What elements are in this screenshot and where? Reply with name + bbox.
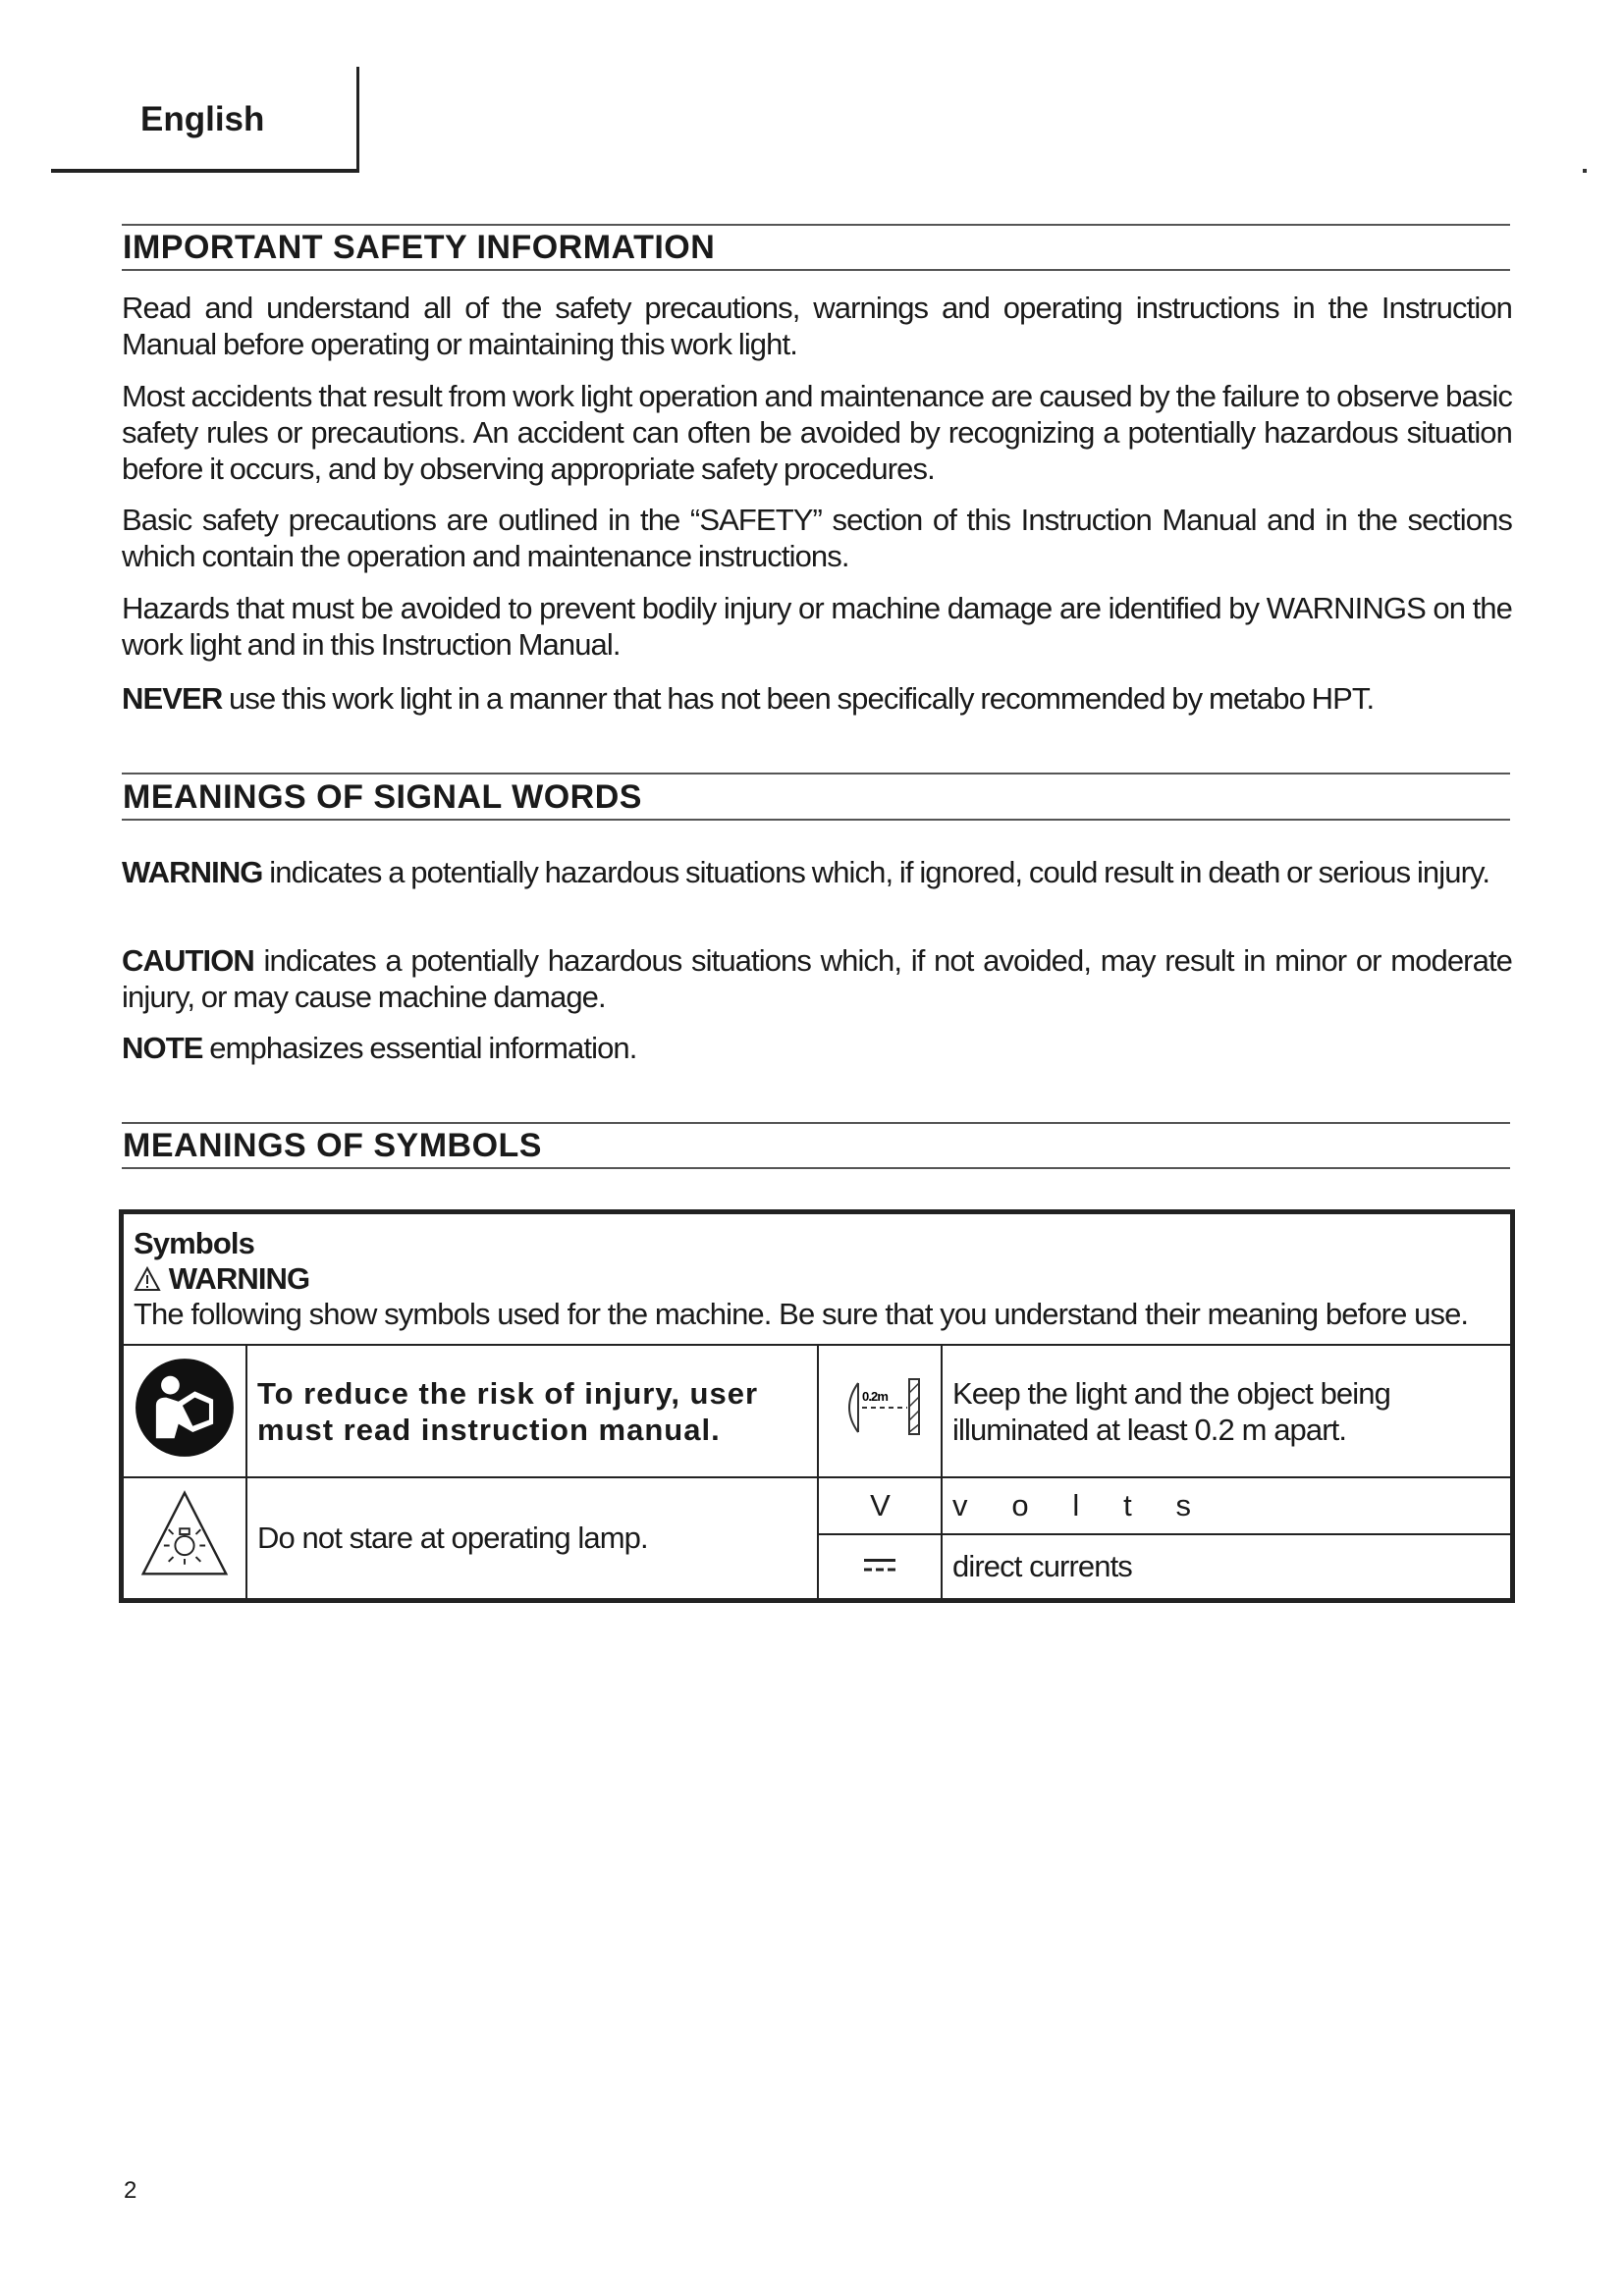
symbol-description: To reduce the risk of injury, user must read instruction manual. [246,1345,818,1477]
distance-icon [831,1373,929,1442]
divider [122,1122,1510,1124]
section-heading: IMPORTANT SAFETY INFORMATION [123,229,716,266]
icon-cell [818,1534,942,1599]
divider [122,819,1510,821]
symbol-description: direct currents [942,1534,1511,1599]
paragraph-text: indicates a potentially hazardous situations which, if not avoided, may result in minor or moderate injury, or may cause machine damage. [122,943,1512,1014]
section-heading: MEANINGS OF SYMBOLS [123,1127,542,1164]
divider [122,1167,1510,1169]
language-tab-border [51,169,359,173]
symbol-description: Keep the light and the object being illuminated at least 0.2 m apart. [942,1345,1511,1477]
no-stare-lamp-icon [137,1487,232,1581]
symbols-table [122,1212,1512,1600]
paragraph-text: emphasizes essential information. [202,1031,637,1065]
section-heading: MEANINGS OF SIGNAL WORDS [123,778,642,816]
language-label: English [140,100,265,138]
icon-cell [818,1345,942,1477]
read-manual-icon [134,1357,236,1459]
paragraph-text: use this work light in a manner that has not been specifically recommended by metabo HPT. [222,681,1375,716]
paragraph: Most accidents that result from work light operation and maintenance are caused by the failure to observe basic safety rules or precautions. An accident can often be avoided by recognizing a potentially hazardous situation before it occurs, and by observing appropriate safety procedures. [122,379,1512,486]
warning-triangle-icon [134,1266,161,1292]
warning-line [134,1261,1500,1297]
language-tab-border [356,67,359,173]
paragraph: Basic safety precautions are outlined in the “SAFETY” section of this Instruction Manual and in the sections which contain the operation and maintenance instructions. [122,503,1512,573]
bold-keyword: NEVER [122,681,223,716]
page-number: 2 [124,2177,137,2204]
volts-symbol: V [818,1477,942,1534]
symbol-description: Do not stare at operating lamp. [246,1477,818,1599]
paragraph: Hazards that must be avoided to prevent bodily injury or machine damage are identified by WARNINGS on the work light and in this Instruction Manual. [122,591,1512,662]
bold-keyword: NOTE [122,1031,203,1065]
bold-keyword: WARNING [122,855,263,889]
bold-keyword: CAUTION [122,943,254,978]
signal-note [122,1030,1512,1066]
symbols-intro: The following show symbols used for the machine. Be sure that you understand their meaning before use. [134,1297,1469,1331]
icon-cell [123,1345,246,1477]
signal-warning [122,854,1512,890]
direct-current-icon [860,1553,899,1576]
symbols-header [123,1213,1511,1345]
symbol-description: v o l t s [942,1477,1511,1534]
paragraph-text: indicates a potentially hazardous situations which, if ignored, could result in death or serious injury. [262,855,1490,889]
warning-label: WARNING [168,1261,310,1296]
paragraph: Read and understand all of the safety precautions, warnings and operating instructions in the Instruction Manual before operating or maintaining this work light. [122,291,1512,361]
divider [122,269,1510,271]
paragraph-never [122,680,1512,717]
distance-label: 0.2m [862,1388,889,1404]
signal-caution [122,942,1512,1015]
divider [122,773,1510,774]
dot-mark [1583,169,1587,173]
divider [122,224,1510,226]
symbols-title: Symbols [134,1226,254,1260]
icon-cell [123,1477,246,1599]
